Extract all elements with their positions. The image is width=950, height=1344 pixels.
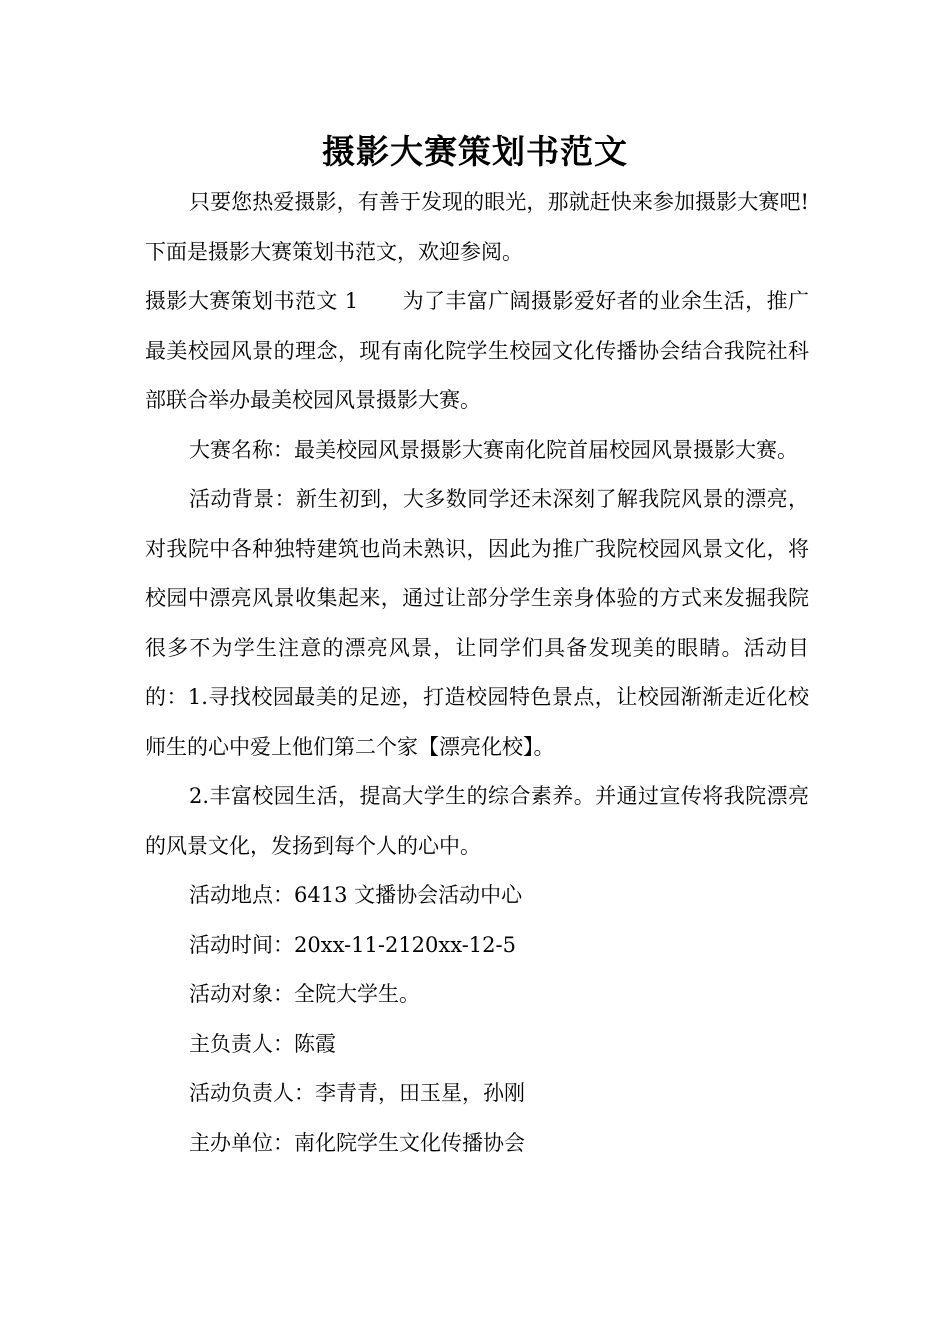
time-line: 活动时间：20xx-11-2120xx-12-5	[189, 932, 516, 957]
intro-paragraph: 只要您热爱摄影，有善于发现的眼光，那就赶快来参加摄影大赛吧!下面是摄影大赛策划书范文，欢迎参阅。	[145, 190, 809, 264]
contest-name-paragraph: 大赛名称：最美校园风景摄影大赛南化院首届校园风景摄影大赛。	[189, 437, 798, 462]
section-heading: 摄影大赛策划书范文 1	[145, 289, 359, 313]
organizer-line: 主办单位：南化院学生文化传播协会	[189, 1130, 525, 1155]
document-body	[145, 178, 809, 1168]
chief-line: 主负责人：陈霞	[189, 1031, 336, 1056]
purpose-paragraph: 2.丰富校园生活，提高大学生的综合素养。并通过宣传将我院漂亮的风景文化，发扬到每个人的心中。	[145, 784, 809, 858]
section-paragraph	[145, 277, 809, 426]
audience-line: 活动对象：全院大学生。	[189, 982, 420, 1006]
leaders-line: 活动负责人：李青青，田玉星，孙刚	[189, 1081, 525, 1105]
background-paragraph: 活动背景：新生初到，大多数同学还未深刻了解我院风景的漂亮，对我院中各种独特建筑也尚未熟识，因此为推广我院校园风景文化，将校园中漂亮风景收集起来，通过让部分学生亲身体验的方式来发掘我院很多不为学生注意的漂亮风景，让同学们具备发现美的眼睛。活动目的：1.寻找校园最美的足迹，打造校园特色景点，让校园渐渐走近化校师生的心中爱上他们第二个家【漂亮化校】。	[145, 487, 809, 759]
document-title: 摄影大赛策划书范文	[322, 132, 628, 171]
section-intro: 为了丰富广阔摄影爱好者的业余生活，推广最美校园风景的理念，现有南化院学生校园文化传播协会结合我院社科部联合举办最美校园风景摄影大赛。	[145, 289, 810, 412]
location-line: 活动地点：6413 文播协会活动中心	[189, 883, 523, 907]
